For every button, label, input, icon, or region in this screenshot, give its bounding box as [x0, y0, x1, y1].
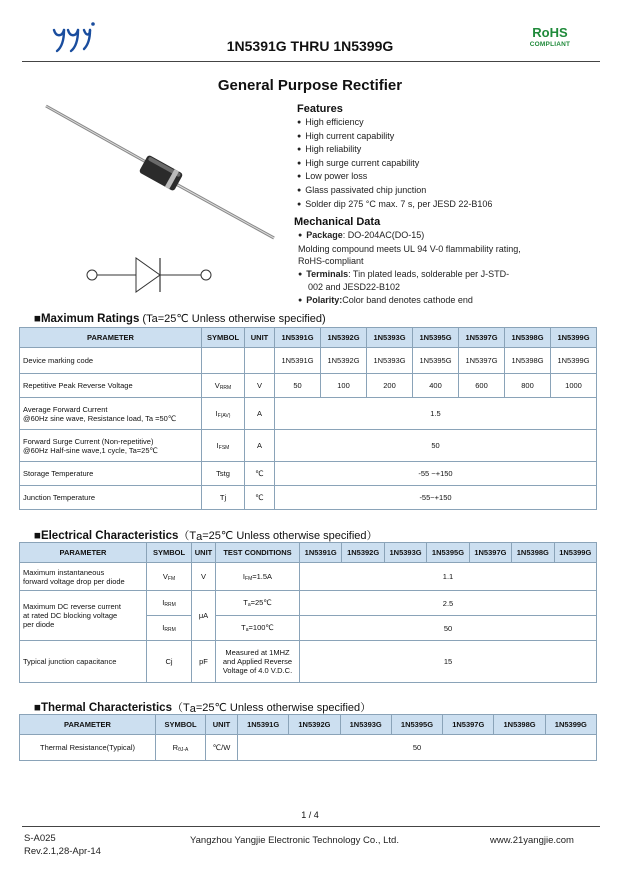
value-cell: 50	[275, 430, 597, 462]
value-cell: 100	[321, 374, 367, 398]
symbol-text: V	[162, 571, 168, 581]
thermal-table	[19, 714, 597, 761]
feature-item: ● Low power loss	[297, 170, 597, 184]
table-row	[20, 486, 597, 510]
table-row	[20, 430, 597, 462]
package-label: Package	[306, 230, 343, 240]
cond-text: T	[241, 623, 246, 632]
param-cell: Typical junction capacitance	[20, 641, 147, 683]
feature-item: ● High reliability	[297, 143, 597, 157]
unit-cell: pF	[192, 641, 216, 683]
param-line: forward voltage drop per diode	[23, 576, 125, 586]
symbol-text: V	[214, 380, 220, 390]
cond-text: T	[243, 598, 248, 607]
header-cell: 1N5392G	[342, 543, 384, 563]
page-number: 1 / 4	[301, 810, 319, 820]
value-cell: 800	[505, 374, 551, 398]
thermal-note-sub: a	[189, 703, 196, 715]
cond-sub: FM	[245, 575, 253, 582]
value-cell: 1N5399G	[551, 348, 597, 374]
header-cell: 1N5399G	[551, 328, 597, 348]
symbol-cell	[147, 563, 192, 591]
header-cell: SYMBOL	[156, 715, 206, 735]
symbol-text: I	[162, 598, 165, 607]
package-value: : DO-204AC(DO-15)	[342, 230, 425, 240]
rohs-label: RoHS	[532, 25, 568, 40]
mechanical-heading: Mechanical Data	[294, 216, 381, 228]
value-cell: 15	[300, 641, 597, 683]
value-cell: 1N5391G	[275, 348, 321, 374]
cond-line: Measured at 1MHZ	[225, 648, 290, 657]
value-cell: 1N5397G	[459, 348, 505, 374]
revision: Rev.2.1,28-Apr-14	[24, 846, 101, 857]
header-cell: 1N5397G	[459, 328, 505, 348]
symbol-cell: Tstg	[202, 462, 245, 486]
header-cell: SYMBOL	[147, 543, 192, 563]
table-row	[20, 641, 597, 683]
value-cell: 50	[275, 374, 321, 398]
unit-cell: ℃/W	[206, 735, 238, 761]
value-cell: 1000	[551, 374, 597, 398]
terminals-label: Terminals	[306, 268, 349, 279]
header-cell: 1N5392G	[289, 715, 340, 735]
symbol-sub: RRM	[164, 602, 176, 608]
table-row	[20, 735, 597, 761]
value-cell: 400	[413, 374, 459, 398]
unit-cell: ℃	[245, 462, 275, 486]
unit-cell: A	[245, 398, 275, 430]
polarity-value: Color band denotes cathode end	[342, 294, 473, 305]
header-cell: 1N5392G	[321, 328, 367, 348]
symbol-cell	[202, 398, 245, 430]
thermal-title: ■Thermal Characteristics	[34, 702, 172, 714]
param-cell: Storage Temperature	[20, 462, 202, 486]
unit-cell: ℃	[245, 486, 275, 510]
header-cell: 1N5395G	[391, 715, 442, 735]
value-cell: 50	[238, 735, 597, 761]
symbol-cell: Tj	[202, 486, 245, 510]
header-cell: 1N5398G	[512, 543, 554, 563]
value-cell: 600	[459, 374, 505, 398]
symbol-sub: RRM	[164, 627, 176, 633]
cond-post: =1.5A	[252, 571, 273, 581]
value-cell: 1N5395G	[413, 348, 459, 374]
electrical-note-sub: a	[196, 531, 203, 543]
header-cell: 1N5398G	[494, 715, 545, 735]
param-cell	[20, 398, 202, 430]
header-cell: 1N5395G	[427, 543, 469, 563]
header-cell: 1N5398G	[505, 328, 551, 348]
electrical-heading	[34, 527, 378, 543]
unit-cell: μA	[192, 591, 216, 641]
diode-symbol	[84, 252, 214, 298]
header-cell: UNIT	[192, 543, 216, 563]
header-cell: PARAMETER	[20, 328, 202, 348]
feature-item: ● High current capability	[297, 130, 597, 144]
value-cell: 1.5	[275, 398, 597, 430]
rohs-compliant-text: RoHS-compliant	[298, 256, 364, 267]
symbol-cell	[202, 348, 245, 374]
rohs-badge	[520, 26, 580, 50]
param-line: Maximum DC reverse current	[23, 602, 121, 611]
terminals-value: : Tin plated leads, solderable per J-STD-	[348, 268, 510, 279]
table-row	[20, 398, 597, 430]
symbol-cell	[147, 591, 192, 616]
table-header-row	[20, 328, 597, 348]
header-cell: PARAMETER	[20, 543, 147, 563]
footer-divider	[22, 826, 600, 827]
param-cell: Thermal Resistance(Typical)	[20, 735, 156, 761]
table-header-row	[20, 543, 597, 563]
thermal-note-post: =25℃ Unless otherwise specified）	[195, 702, 372, 714]
cond-sub: a	[245, 627, 249, 633]
header-cell: 1N5391G	[238, 715, 289, 735]
thermal-heading	[34, 699, 371, 715]
symbol-sub: FM	[167, 575, 176, 582]
cond-sub: a	[247, 602, 251, 608]
header-cell: UNIT	[245, 328, 275, 348]
param-line: Maximum instantaneous	[23, 567, 105, 577]
table-row	[20, 348, 597, 374]
cond-post: =25℃	[250, 598, 272, 607]
doc-id: S-A025	[24, 833, 56, 844]
unit-cell: V	[192, 563, 216, 591]
value-cell: 1N5392G	[321, 348, 367, 374]
cond-text: I	[242, 571, 246, 581]
param-cell	[20, 563, 147, 591]
symbol-text: I	[215, 408, 218, 418]
header-cell: 1N5391G	[275, 328, 321, 348]
symbol-sub: F(AV)	[217, 412, 231, 419]
unit-cell: A	[245, 430, 275, 462]
condition-cell	[216, 591, 300, 616]
features-heading: Features	[297, 103, 343, 115]
cond-line: and Applied Reverse	[222, 657, 293, 666]
header-cell: 1N5391G	[300, 543, 342, 563]
symbol-text: I	[216, 440, 219, 450]
symbol-cell: Cj	[147, 641, 192, 683]
value-cell: 1N5398G	[505, 348, 551, 374]
website-link[interactable]: www.21yangjie.com	[490, 835, 574, 846]
feature-item: ● Glass passivated chip junction	[297, 184, 597, 198]
value-cell: 1N5393G	[367, 348, 413, 374]
max-ratings-table	[19, 327, 597, 510]
mechanical-section	[294, 216, 594, 308]
value-cell: 200	[367, 374, 413, 398]
cond-line: Voltage of 4.0 V.D.C.	[222, 666, 293, 675]
max-ratings-title: ■Maximum Ratings	[34, 313, 140, 325]
header-cell: 1N5399G	[554, 543, 596, 563]
feature-item: ● High efficiency	[297, 116, 597, 130]
header-cell: 1N5399G	[545, 715, 596, 735]
param-cell	[20, 591, 147, 641]
param-line: per diode	[23, 620, 55, 629]
max-ratings-note: (Ta=25℃ Unless otherwise specified)	[139, 313, 326, 325]
value-cell: 2.5	[300, 591, 597, 616]
value-cell: 1.1	[300, 563, 597, 591]
param-cell: Junction Temperature	[20, 486, 202, 510]
header-cell: 1N5393G	[340, 715, 391, 735]
header-cell: TEST CONDITIONS	[216, 543, 300, 563]
symbol-cell	[147, 616, 192, 641]
param-line: @60Hz sine wave, Resistance load, Ta =50℃	[23, 413, 177, 423]
thermal-note-pre: （T	[171, 702, 190, 714]
symbol-cell	[202, 374, 245, 398]
condition-cell	[216, 641, 300, 683]
symbol-text: R	[172, 742, 179, 752]
header-cell: 1N5397G	[469, 543, 511, 563]
header-cell: 1N5397G	[443, 715, 494, 735]
electrical-table	[19, 542, 597, 683]
features-section	[297, 103, 597, 211]
symbol-sub: RRM	[219, 384, 232, 391]
terminals-continued: 002 and JESD22-B102	[308, 282, 401, 293]
unit-cell: V	[245, 374, 275, 398]
header-cell: UNIT	[206, 715, 238, 735]
table-row	[20, 374, 597, 398]
electrical-title: ■Electrical Characteristics	[34, 530, 179, 542]
symbol-text: I	[162, 623, 165, 632]
header-cell: 1N5395G	[413, 328, 459, 348]
param-cell: Repetitive Peak Reverse Voltage	[20, 374, 202, 398]
header-cell: PARAMETER	[20, 715, 156, 735]
param-line: @60Hz Half-sine wave,1 cycle, Ta=25℃	[23, 445, 158, 455]
part-range-title: 1N5391G THRU 1N5399G	[226, 38, 394, 54]
param-cell	[20, 430, 202, 462]
value-cell: -55~+150	[275, 486, 597, 510]
symbol-sub: θJ-A	[178, 746, 189, 753]
page-title: General Purpose Rectifier	[217, 77, 403, 94]
feature-item: ● Solder dip 275 °C max. 7 s, per JESD 22-B106	[297, 198, 597, 212]
polarity-label: Polarity:	[306, 294, 343, 305]
table-row	[20, 462, 597, 486]
header-cell: 1N5393G	[384, 543, 426, 563]
param-line: at rated DC blocking voltage	[23, 611, 118, 620]
electrical-note-post: =25℃ Unless otherwise specified）	[202, 530, 378, 542]
condition-cell	[216, 563, 300, 591]
table-row	[20, 563, 597, 591]
cond-post: =100℃	[248, 623, 274, 632]
company-name: Yangzhou Yangjie Electronic Technology Co., Ltd.	[190, 835, 399, 846]
unit-cell	[245, 348, 275, 374]
param-line: Forward Surge Current (Non-repetitive)	[23, 436, 154, 446]
molding-text: Molding compound meets UL 94 V-0 flammability rating,	[298, 243, 521, 254]
value-cell: 50	[300, 616, 597, 641]
electrical-note-pre: （T	[178, 530, 197, 542]
rohs-compliant-label: COMPLIANT	[529, 41, 571, 48]
param-line: Average Forward Current	[23, 404, 108, 414]
header-cell: SYMBOL	[202, 328, 245, 348]
symbol-cell	[202, 430, 245, 462]
symbol-sub: FSM	[218, 444, 230, 451]
feature-item: ● High surge current capability	[297, 157, 597, 171]
condition-cell	[216, 616, 300, 641]
diode-package-drawing	[40, 100, 280, 240]
table-header-row	[20, 715, 597, 735]
max-ratings-heading	[34, 312, 326, 325]
header-divider	[22, 61, 600, 62]
header-cell: 1N5393G	[367, 328, 413, 348]
param-cell: Device marking code	[20, 348, 202, 374]
symbol-cell	[156, 735, 206, 761]
table-row	[20, 591, 597, 616]
value-cell: -55 ~+150	[275, 462, 597, 486]
